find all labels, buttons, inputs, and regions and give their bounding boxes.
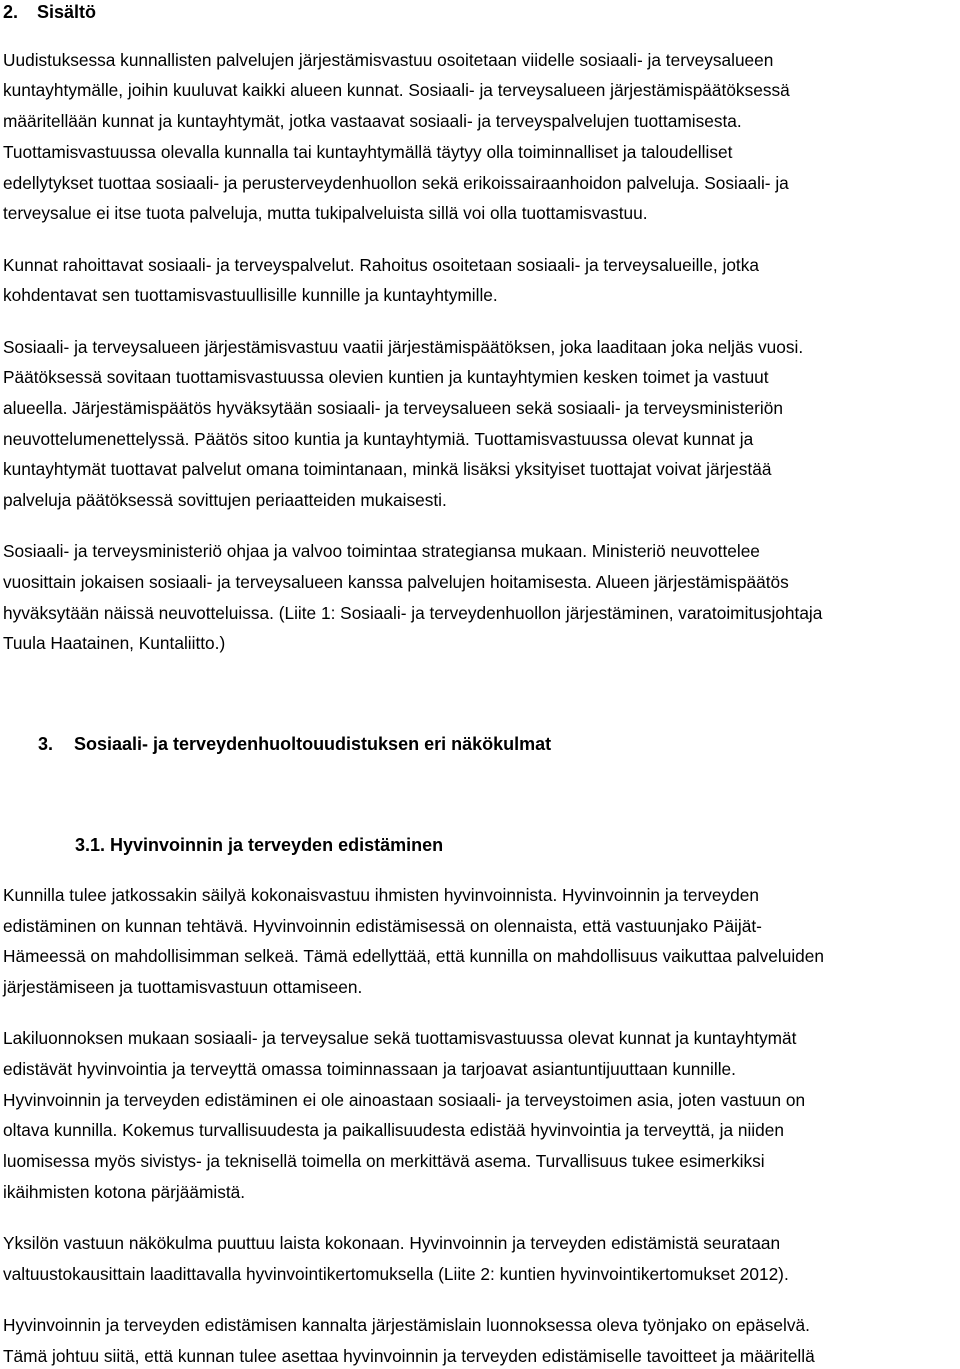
- section-3-1-title: Hyvinvoinnin ja terveyden edistäminen: [110, 835, 444, 855]
- section-3-number: 3.: [38, 734, 54, 754]
- text-line: Sosiaali- ja terveysministeriö ohjaa ja valvoo toimintaa strategiansa mukaan. Ministeriö neuvottelee: [3, 541, 760, 561]
- text-line: määritellään kunnat ja kuntayhtymät, jotka vastaavat sosiaali- ja terveyspalvelujen tuottamisesta.: [3, 111, 742, 131]
- text-line: kuntayhtymät tuottavat palvelut omana toimintanaan, minkä lisäksi yksityiset tuottajat voivat järjestää: [3, 459, 772, 479]
- section-3-1-number: 3.1.: [75, 835, 106, 855]
- text-line: Yksilön vastuun näkökulma puuttuu laista kokonaan. Hyvinvoinnin ja terveyden edistämistä seurataan: [3, 1233, 781, 1253]
- text-line: kuntayhtymälle, joihin kuuluvat kaikki alueen kunnat. Sosiaali- ja terveysalueen järjestämispäätöksessä: [3, 80, 790, 100]
- text-line: alueella. Järjestämispäätös hyväksytään sosiaali- ja terveysalueen sekä sosiaali- ja terveysministeriön: [3, 398, 783, 418]
- text-line: luomisessa myös sivistys- ja teknisellä toimella on merkittävä asema. Turvallisuus tukee esimerkiksi: [3, 1151, 765, 1171]
- text-line: Tuottamisvastuussa olevalla kunnalla tai kuntayhtymällä täytyy olla toiminnalliset ja taloudelliset: [3, 142, 733, 162]
- text-line: Päätöksessä sovitaan tuottamisvastuussa olevien kuntien ja kuntayhtymien kesken toimet ja vastuut: [3, 367, 769, 387]
- text-line: edistävät hyvinvointia ja terveyttä omassa toiminnassaan ja tarjoavat asiantuntijuuttaan kunnille.: [3, 1059, 736, 1079]
- text-line: Tämä johtuu siitä, että kunnan tulee asettaa hyvinvoinnin ja terveyden edistämiselle tavoitteet ja määritellä: [3, 1346, 815, 1366]
- text-line: hyväksytään näissä neuvotteluissa. (Liite 1: Sosiaali- ja terveydenhuollon järjestäminen, varatoimitusjohtaja: [3, 603, 823, 623]
- section-3-heading: [38, 733, 551, 755]
- section-2-heading: [3, 1, 96, 23]
- text-line: oltava kunnilla. Kokemus turvallisuudesta ja paikallisuudesta edistää hyvinvointia ja terveyttä, ja niiden: [3, 1120, 784, 1140]
- section-2-number: 2.: [3, 2, 19, 22]
- text-line: ikäihmisten kotona pärjäämistä.: [3, 1182, 246, 1202]
- text-line: Kunnat rahoittavat sosiaali- ja terveyspalvelut. Rahoitus osoitetaan sosiaali- ja terveysalueille, jotka: [3, 255, 759, 275]
- text-line: neuvottelumenettelyssä. Päätös sitoo kuntia ja kuntayhtymiä. Tuottamisvastuussa olevat kunnat ja: [3, 429, 754, 449]
- section-3-title: Sosiaali- ja terveydenhuoltouudistuksen eri näkökulmat: [74, 734, 552, 754]
- text-line: Tuula Haatainen, Kuntaliitto.): [3, 633, 226, 653]
- text-line: terveysalue ei itse tuota palveluja, mutta tukipalveluista sillä voi olla tuottamisvastuu.: [3, 203, 648, 223]
- section-3-1-heading: [75, 834, 443, 856]
- text-line: Hämeessä on mahdollisimman selkeä. Tämä edellyttää, että kunnilla on mahdollisuus vaikuttaa palveluiden: [3, 946, 824, 966]
- text-line: järjestämiseen ja tuottamisvastuun ottamiseen.: [3, 977, 363, 997]
- text-line: Hyvinvoinnin ja terveyden edistämisen kannalta järjestämislain luonnoksessa oleva työnjako on epäselvä.: [3, 1315, 810, 1335]
- text-line: Uudistuksessa kunnallisten palvelujen järjestämisvastuu osoitetaan viidelle sosiaali- ja terveysalueen: [3, 50, 774, 70]
- text-line: edistäminen on kunnan tehtävä. Hyvinvoinnin edistämisessä on olennaista, että vastuunjako Päijät-: [3, 916, 762, 936]
- text-line: palveluja päätöksessä sovittujen periaatteiden mukaisesti.: [3, 490, 447, 510]
- section-2-title: Sisältö: [37, 2, 97, 22]
- text-line: kohdentavat sen tuottamisvastuullisille kunnille ja kuntayhtymille.: [3, 285, 498, 305]
- text-line: Sosiaali- ja terveysalueen järjestämisvastuu vaatii järjestämispäätöksen, joka laaditaan joka neljäs vuosi.: [3, 337, 804, 357]
- text-line: vuosittain jokaisen sosiaali- ja terveysalueen kanssa palvelujen hoitamisesta. Alueen järjestämispäätös: [3, 572, 789, 592]
- text-line: Hyvinvoinnin ja terveyden edistäminen ei ole ainoastaan sosiaali- ja terveystoimen asia, joten vastuun on: [3, 1090, 806, 1110]
- text-line: Lakiluonnoksen mukaan sosiaali- ja terveysalue sekä tuottamisvastuussa olevat kunnat ja kuntayhtymät: [3, 1028, 797, 1048]
- text-line: edellytykset tuottaa sosiaali- ja perusterveydenhuollon sekä erikoissairaanhoidon palveluja. Sosiaali- ja: [3, 173, 789, 193]
- text-line: valtuustokausittain laadittavalla hyvinvointikertomuksella (Liite 2: kuntien hyvinvointikertomukset 2012).: [3, 1264, 789, 1284]
- text-line: Kunnilla tulee jatkossakin säilyä kokonaisvastuu ihmisten hyvinvoinnista. Hyvinvoinnin ja terveyden: [3, 885, 759, 905]
